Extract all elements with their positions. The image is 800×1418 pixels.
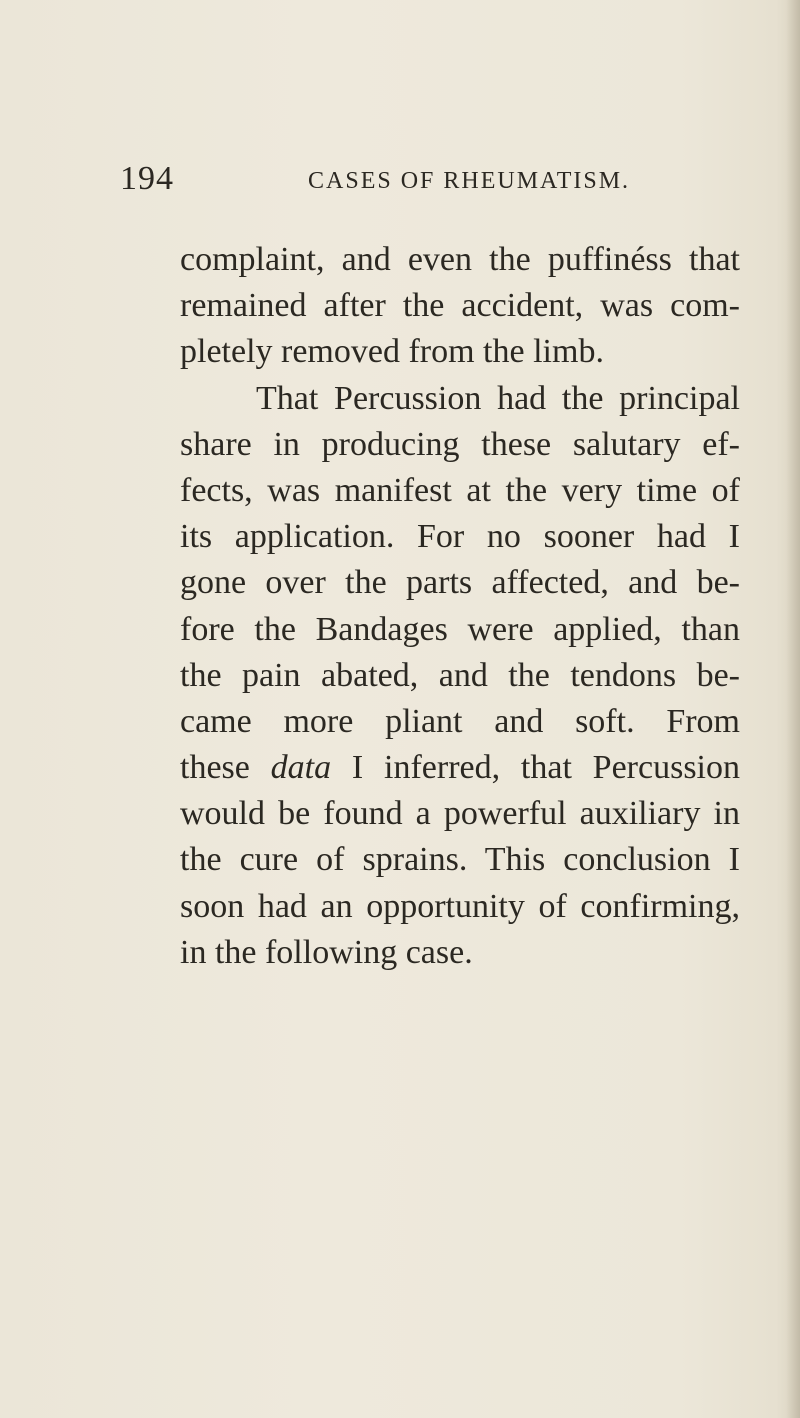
text-line xyxy=(180,745,740,791)
text-line: remained after the accident, was com- xyxy=(180,287,740,325)
text-line: its application. For no sooner had I xyxy=(180,518,740,556)
italic-word: data xyxy=(270,749,332,787)
text-line: complaint, and even the puffinéss that xyxy=(180,241,740,278)
page-edge-shadow xyxy=(786,0,800,1418)
text-line: fore the Bandages were applied, than xyxy=(180,610,740,648)
page-number: 194 xyxy=(120,160,174,197)
text-line: gone over the parts affected, and be- xyxy=(180,564,740,602)
text-line: in the following case. xyxy=(180,933,473,971)
text-line: fects, was manifest at the very time of xyxy=(180,471,740,509)
text-segment: I inferred, that Percussion xyxy=(351,749,741,787)
running-head-title: CASES OF RHEUMATISM. xyxy=(308,168,631,194)
text-line: pletely removed from the limb. xyxy=(180,333,604,371)
running-head xyxy=(115,160,715,200)
text-line: the pain abated, and the tendons be- xyxy=(180,656,740,694)
text-line: came more pliant and soft. From xyxy=(180,702,740,740)
text-line: That Percussion had the principal xyxy=(256,379,740,417)
text-line: share in producing these salutary ef- xyxy=(180,425,740,463)
text-line: soon had an opportunity of confirming, xyxy=(180,887,740,925)
text-line: would be found a powerful auxiliary in xyxy=(180,795,740,833)
text-segment: these xyxy=(180,749,250,787)
body-text xyxy=(180,237,740,976)
text-line: the cure of sprains. This conclusion I xyxy=(180,841,740,879)
